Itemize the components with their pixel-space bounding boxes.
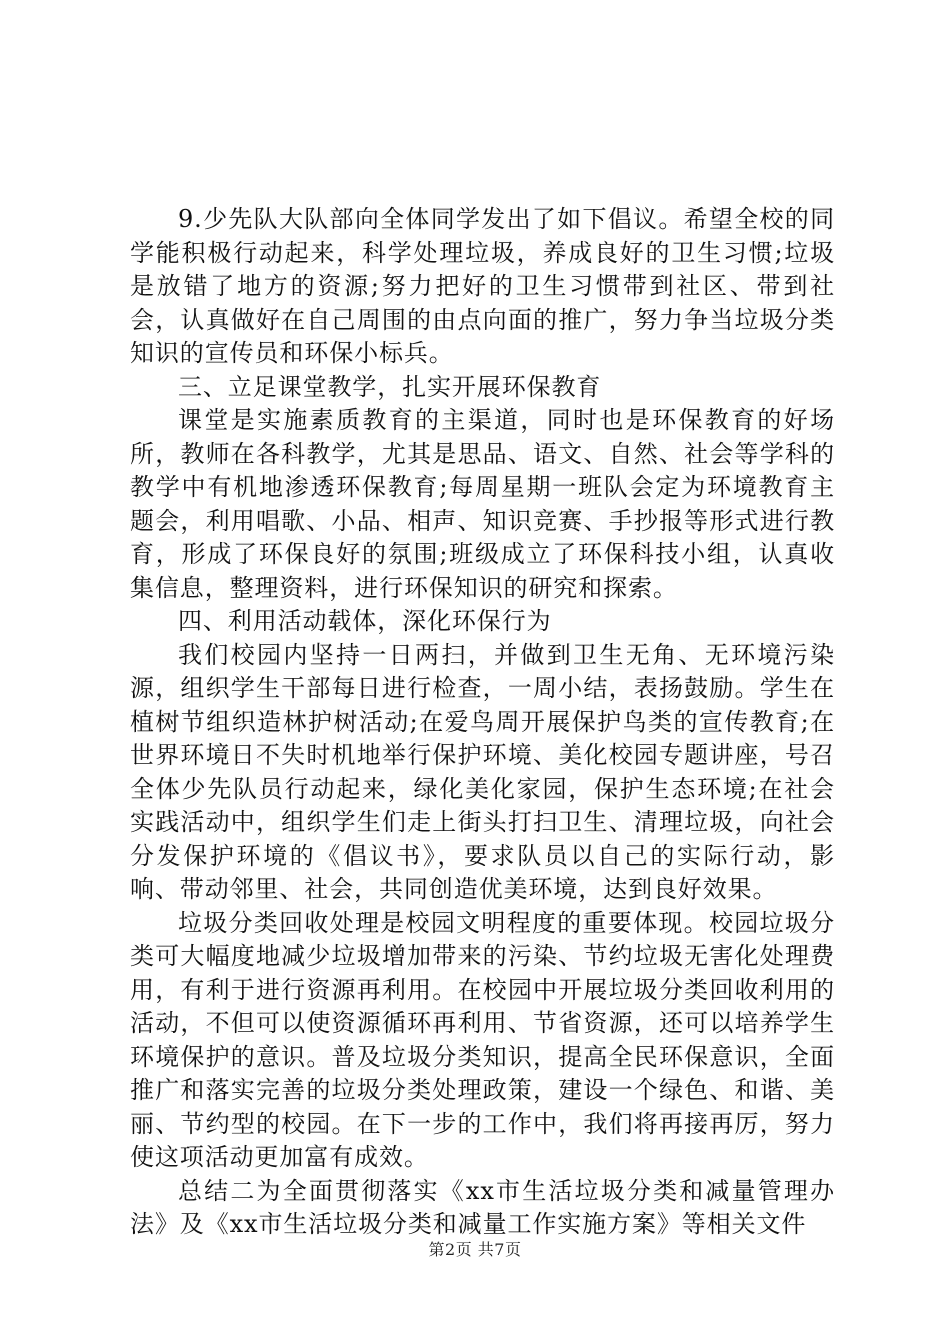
paragraph-classroom: 课堂是实施素质教育的主渠道，同时也是环保教育的好场所，教师在各科教学，尤其是思品、语文、自然、社会等学科的教学中有机地渗透环保教育;每周星期一班队会定为环境教育主题会，利用唱歌、小品、相声、知识竞赛、手抄报等形式进行教育，形成了环保良好的氛围;班级成立了环保科技小组，认真收集信息，整理资料，进行环保知识的研究和探索。 [130,406,835,602]
paragraph-proposal: 9.少先队大队部向全体同学发出了如下倡议。希望全校的同学能积极行动起来，科学处理垃圾，养成良好的卫生习惯;垃圾是放错了地方的资源;努力把好的卫生习惯带到社区、带到社会，认真做好在自己周围的由点向面的推广，努力争当垃圾分类知识的宣传员和环保小标兵。 [130,205,835,367]
paragraph-summary-two: 总结二为全面贯彻落实《xx市生活垃圾分类和减量管理办法》及《xx市生活垃圾分类和减量工作实施方案》等相关文件 [130,1176,835,1238]
paragraph-conclusion: 垃圾分类回收处理是校园文明程度的重要体现。校园垃圾分类可大幅度地减少垃圾增加带来的污染、节约垃圾无害化处理费用，有利于进行资源再利用。在校园中开展垃圾分类回收利用的活动，不但可以使资源循环再利用、节省资源，还可以培养学生环境保护的意识。普及垃圾分类知识，提高全民环保意识，全面推广和落实完善的垃圾分类处理政策，建设一个绿色、和谐、美丽、节约型的校园。在下一步的工作中，我们将再接再厉，努力使这项活动更加富有成效。 [130,908,835,1171]
document-body [130,203,835,1242]
paragraph-activities: 我们校园内坚持一日两扫，并做到卫生无角、无环境污染源，组织学生干部每日进行检查，一周小结，表扬鼓励。学生在植树节组织造林护树活动;在爱鸟周开展保护鸟类的宣传教育;在世界环境日不失时机地举行保护环境、美化校园专题讲座，号召全体少先队员行动起来，绿化美化家园，保护生态环境;在社会实践活动中，组织学生们走上街头打扫卫生、清理垃圾，向社会分发保护环境的《倡议书》，要求队员以自己的实际行动，影响、带动邻里、社会，共同创造优美环境，达到良好效果。 [130,640,835,903]
page-number-footer: 第2页 共7页 [428,1240,522,1259]
section-heading-classroom: 三、立足课堂教学，扎实开展环保教育 [178,372,602,401]
section-heading-activities: 四、利用活动载体，深化环保行为 [178,607,552,635]
